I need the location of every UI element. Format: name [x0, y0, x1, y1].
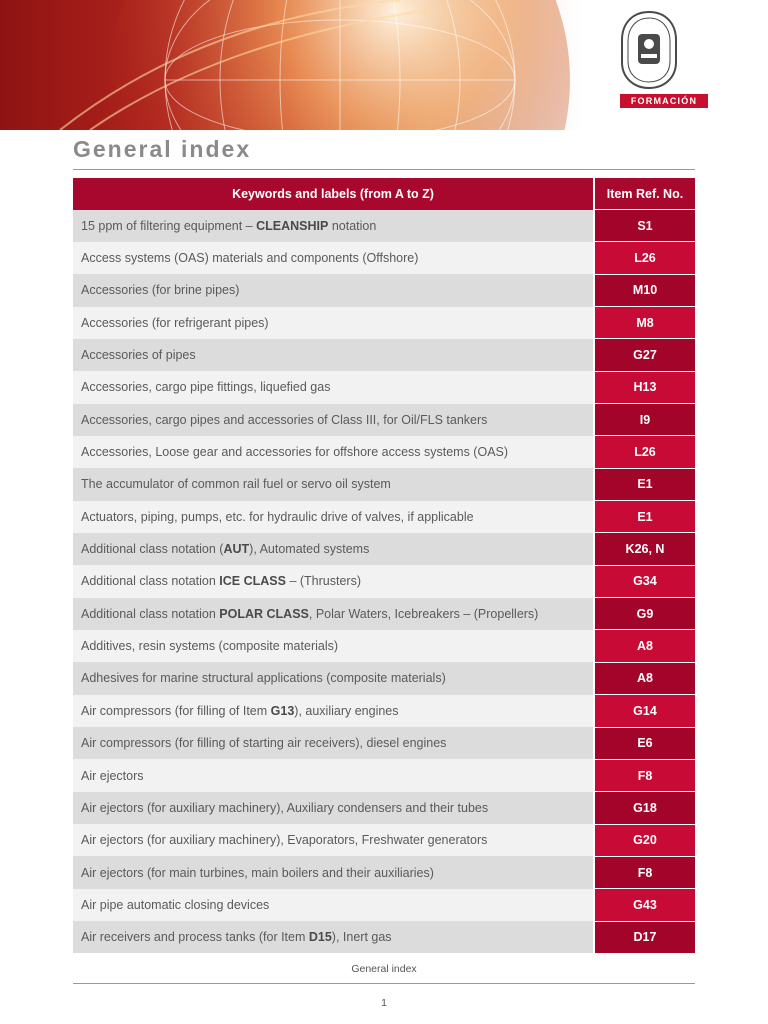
- table-row: [73, 468, 695, 500]
- item-ref-cell: G34: [594, 565, 695, 597]
- keyword-cell: [73, 921, 594, 953]
- keyword-text: Accessories (for brine pipes): [81, 283, 240, 298]
- keyword-text: Actuators, piping, pumps, etc. for hydraulic drive of valves, if applicable: [81, 509, 474, 524]
- keyword-cell: [73, 436, 594, 468]
- keyword-text: Air compressors (for filling of starting air receivers), diesel engines: [81, 736, 447, 751]
- keyword-text: Air pipe automatic closing devices: [81, 897, 270, 912]
- keyword-cell: [73, 856, 594, 888]
- ref-column-header: Item Ref. No.: [594, 178, 695, 210]
- footer-label: General index: [351, 963, 417, 975]
- keyword-text: Air ejectors (for auxiliary machinery), Evaporators, Freshwater generators: [81, 833, 488, 848]
- keyword-text-suffix: – (Thrusters): [285, 574, 361, 589]
- keyword-cell: [73, 371, 594, 403]
- table-row: [73, 889, 695, 921]
- table-row: [73, 533, 695, 565]
- page-number: 1: [381, 997, 387, 1009]
- keyword-text: Air ejectors: [81, 768, 144, 783]
- table-row: [73, 695, 695, 727]
- keyword-cell: [73, 274, 594, 306]
- keyword-bold-text: G13: [270, 703, 295, 718]
- keyword-text: The accumulator of common rail fuel or servo oil system: [81, 477, 391, 492]
- table-row: [73, 210, 695, 242]
- item-ref-cell: L26: [594, 436, 695, 468]
- item-ref-cell: E6: [594, 727, 695, 759]
- table-row: [73, 565, 695, 597]
- item-ref-cell: E1: [594, 501, 695, 533]
- keyword-cell: [73, 307, 594, 339]
- keyword-cell: [73, 501, 594, 533]
- keyword-text: Additional class notation: [81, 606, 220, 621]
- keyword-text: Accessories, Loose gear and accessories for offshore access systems (OAS): [81, 445, 509, 460]
- keywords-column-header: Keywords and labels (from A to Z): [73, 178, 594, 210]
- keyword-text: Adhesives for marine structural applications (composite materials): [81, 671, 446, 686]
- table-row: [73, 921, 695, 953]
- table-row: [73, 856, 695, 888]
- index-table: [73, 178, 695, 953]
- footer-divider: [73, 983, 695, 984]
- keyword-text-suffix: ), auxiliary engines: [294, 703, 399, 718]
- keyword-bold-text: ICE CLASS: [219, 574, 286, 589]
- item-ref-cell: L26: [594, 242, 695, 274]
- item-ref-cell: A8: [594, 630, 695, 662]
- table-header-row: [73, 178, 695, 210]
- bureau-veritas-logo: [620, 10, 708, 110]
- keyword-text: Accessories, cargo pipe fittings, liquefied gas: [81, 380, 331, 395]
- item-ref-cell: I9: [594, 404, 695, 436]
- keyword-cell: [73, 630, 594, 662]
- item-ref-cell: D17: [594, 921, 695, 953]
- keyword-bold-text: D15: [308, 929, 332, 944]
- item-ref-cell: A8: [594, 662, 695, 694]
- keyword-cell: [73, 792, 594, 824]
- item-ref-cell: K26, N: [594, 533, 695, 565]
- table-row: [73, 759, 695, 791]
- table-row: [73, 501, 695, 533]
- item-ref-cell: G43: [594, 889, 695, 921]
- table-row: [73, 371, 695, 403]
- table-row: [73, 404, 695, 436]
- keyword-text: Accessories (for refrigerant pipes): [81, 315, 269, 330]
- item-ref-cell: F8: [594, 856, 695, 888]
- keyword-text: Accessories of pipes: [81, 348, 196, 363]
- keyword-cell: [73, 339, 594, 371]
- keyword-text-suffix: ), Automated systems: [249, 542, 370, 557]
- table-row: [73, 630, 695, 662]
- keyword-cell: [73, 759, 594, 791]
- header-banner: [0, 0, 768, 130]
- keyword-cell: [73, 695, 594, 727]
- page-title: General index: [73, 136, 252, 162]
- title-divider: [73, 169, 695, 170]
- item-ref-cell: G27: [594, 339, 695, 371]
- keyword-text-suffix: ), Inert gas: [331, 929, 392, 944]
- keyword-cell: [73, 824, 594, 856]
- item-ref-cell: H13: [594, 371, 695, 403]
- keyword-bold-text: CLEANSHIP: [256, 218, 329, 233]
- keyword-cell: [73, 662, 594, 694]
- item-ref-cell: E1: [594, 468, 695, 500]
- table-row: [73, 274, 695, 306]
- item-ref-cell: M8: [594, 307, 695, 339]
- keyword-text-suffix: , Polar Waters, Icebreakers – (Propellers): [308, 606, 539, 621]
- keyword-text: Accessories, cargo pipes and accessories of Class III, for Oil/FLS tankers: [81, 412, 488, 427]
- keyword-text: Air compressors (for filling of Item: [81, 703, 271, 718]
- keyword-text: Air ejectors (for auxiliary machinery), Auxiliary condensers and their tubes: [81, 800, 489, 815]
- keyword-cell: [73, 565, 594, 597]
- keyword-text-suffix: notation: [328, 218, 377, 233]
- keyword-text: 15 ppm of filtering equipment –: [81, 218, 257, 233]
- seal-icon: [620, 10, 678, 90]
- table-row: [73, 662, 695, 694]
- table-row: [73, 307, 695, 339]
- keyword-cell: [73, 598, 594, 630]
- item-ref-cell: G18: [594, 792, 695, 824]
- table-row: [73, 824, 695, 856]
- keyword-cell: [73, 210, 594, 242]
- keyword-bold-text: AUT: [223, 542, 250, 557]
- keyword-cell: [73, 404, 594, 436]
- formacion-tag: FORMACIÓN: [620, 94, 708, 108]
- table-row: [73, 792, 695, 824]
- keyword-cell: [73, 242, 594, 274]
- keyword-cell: [73, 468, 594, 500]
- keyword-text: Additional class notation (: [81, 542, 224, 557]
- item-ref-cell: M10: [594, 274, 695, 306]
- keyword-text: Additional class notation: [81, 574, 220, 589]
- item-ref-cell: G9: [594, 598, 695, 630]
- table-row: [73, 727, 695, 759]
- item-ref-cell: S1: [594, 210, 695, 242]
- keyword-cell: [73, 533, 594, 565]
- item-ref-cell: G20: [594, 824, 695, 856]
- table-row: [73, 339, 695, 371]
- keyword-text: Access systems (OAS) materials and components (Offshore): [81, 251, 419, 266]
- keyword-cell: [73, 727, 594, 759]
- keyword-text: Air receivers and process tanks (for Item: [81, 929, 309, 944]
- table-row: [73, 436, 695, 468]
- keyword-text: Air ejectors (for main turbines, main boilers and their auxiliaries): [81, 865, 434, 880]
- item-ref-cell: F8: [594, 759, 695, 791]
- keyword-bold-text: POLAR CLASS: [219, 606, 309, 621]
- table-row: [73, 242, 695, 274]
- table-row: [73, 598, 695, 630]
- item-ref-cell: G14: [594, 695, 695, 727]
- keyword-cell: [73, 889, 594, 921]
- keyword-text: Additives, resin systems (composite materials): [81, 639, 339, 654]
